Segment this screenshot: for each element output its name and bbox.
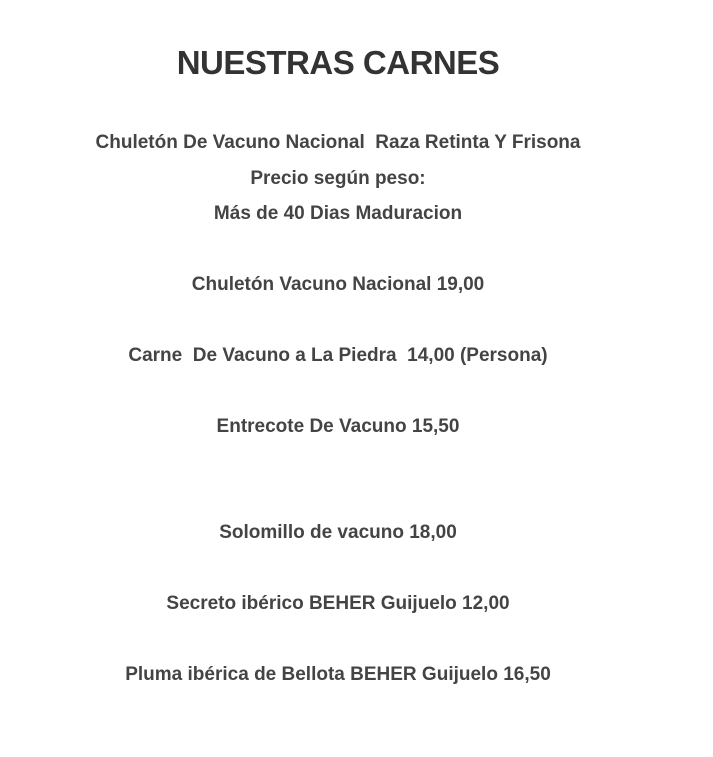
menu-item-pluma: Pluma ibérica de Bellota BEHER Guijuelo 16,50	[125, 664, 551, 685]
intro-line-breed: Chuletón De Vacuno Nacional Raza Retinta Y Frisona	[95, 132, 581, 153]
menu-item-solomillo: Solomillo de vacuno 18,00	[219, 522, 457, 543]
menu-item-chuleton: Chuletón Vacuno Nacional 19,00	[191, 274, 485, 295]
page-title: NUESTRAS CARNES	[176, 44, 500, 81]
intro-line-price: Precio según peso:	[250, 168, 426, 189]
menu-item-carne-piedra: Carne De Vacuno a La Piedra 14,00 (Persona)	[128, 345, 548, 366]
menu-item-secreto: Secreto ibérico BEHER Guijuelo 12,00	[166, 593, 510, 614]
menu-item-entrecote: Entrecote De Vacuno 15,50	[216, 416, 460, 437]
intro-line-maturation: Más de 40 Dias Maduracion	[213, 203, 463, 224]
